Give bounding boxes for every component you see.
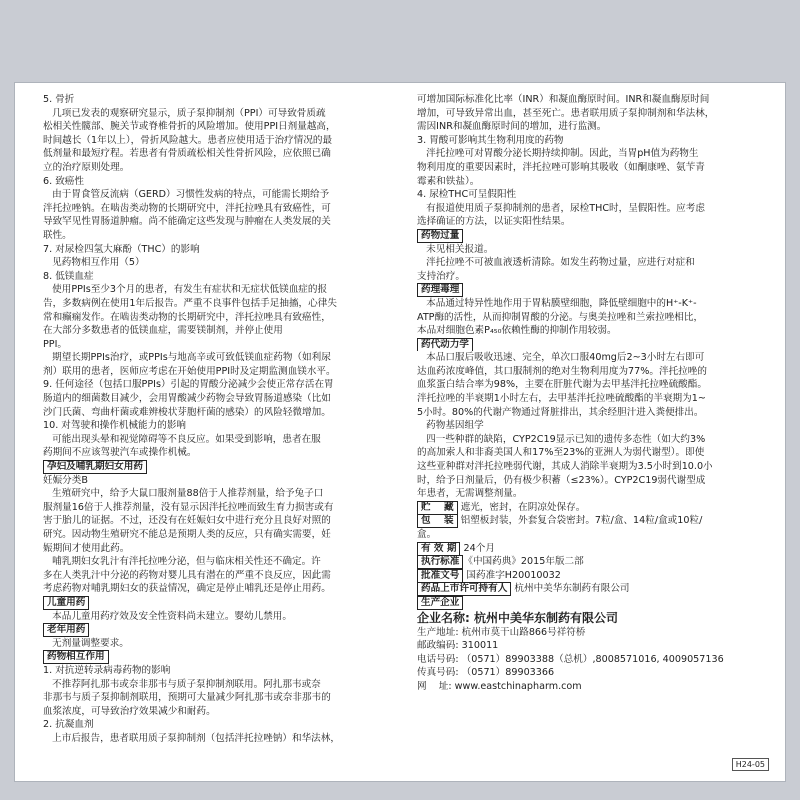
right-line: 5小时。80%的代谢产物通过肾脏排出，其余经胆汁进入粪便排出。	[417, 406, 704, 418]
left-line: 2. 抗凝血剂	[43, 719, 94, 731]
left-line: 研究。因动物生殖研究不能总是预期人类的反应，只有确实需要，妊	[43, 529, 331, 540]
left-line: 9. 任何途径（包括口服PPIs）引起的胃酸分泌减少会使正常存活在胃	[43, 379, 334, 391]
right-line: 泮托拉唑不可被血液透析清除。如发生药物过量，应进行对症和	[417, 257, 695, 269]
right-line: 本品口服后吸收迅速、完全，单次口服40mg后2~3小时左右即可	[417, 352, 705, 364]
left-line: 告，多数病例在使用1年后报告。严重不良事件包括手足抽搐，心律失	[43, 297, 337, 309]
left-line	[43, 596, 405, 610]
leaflet-page	[14, 82, 786, 782]
right-line: 电话号码: （0571）89903388（总机）,8008571016, 4009057136	[417, 653, 724, 665]
section-heading: 孕妇及哺乳期妇女用药	[43, 460, 147, 474]
right-line	[417, 229, 773, 243]
left-line	[43, 460, 405, 474]
right-line: 盒。	[417, 529, 437, 540]
left-line: 多在人类乳汁中分泌的药物对婴儿具有潜在的严重不良反应，因此需	[43, 569, 331, 581]
right-line: 4. 尿检THC可呈假阳性	[417, 189, 517, 201]
left-line: 上市后报告，患者联用质子泵抑制剂（包括泮托拉唑钠）和华法林，	[43, 732, 340, 744]
section-heading: 药理毒理	[417, 283, 463, 297]
right-line: 支持治疗。	[417, 270, 465, 282]
right-line: 需因INR和凝血酶原时间的增加，进行监测。	[417, 121, 607, 133]
left-line: 时间越长（1年以上），骨折风险越大。患者应使用适于治疗情况的最	[43, 134, 333, 146]
left-line: 妊娠分类B	[43, 474, 88, 486]
left-line: 10. 对驾驶和操作机械能力的影响	[43, 420, 187, 432]
right-line: 物利用度的重要因素时，泮托拉唑可影响其吸收（如酮康唑、氨苄青	[417, 161, 705, 173]
left-line: 导致罕见性胃肠道肿瘤。尚不能确定这些发现与肿瘤在人类发展的关	[43, 216, 331, 228]
section-heading: 批准文号	[417, 569, 463, 583]
section-heading: 贮 藏	[417, 501, 458, 515]
left-line: 8. 低镁血症	[43, 270, 94, 282]
left-line: 由于胃食管反流病（GERD）习惯性发病的特点，可能需长期给予	[43, 189, 330, 201]
right-line: 药品上市许可持有人 杭州中美华东制药有限公司	[417, 582, 773, 596]
left-line: 考虑药物对哺乳期妇女的获益情况，确定是停止哺乳还是停止用药。	[43, 583, 331, 595]
left-line: 剂）联用的患者，医师应考虑在开始使用PPI时及定期监测血镁水平。	[43, 365, 336, 377]
right-line: 泮托拉唑可对胃酸分泌长期持续抑制。因此，当胃pH值为药物生	[417, 148, 699, 160]
right-line	[417, 596, 773, 610]
left-line: 泮托拉唑钠。在啮齿类动物的长期研究中，泮托拉唑具有致癌性，可	[43, 202, 331, 214]
left-line	[43, 623, 405, 637]
right-line: 批准文号 国药准字H20010032	[417, 569, 773, 583]
left-line	[43, 650, 405, 664]
right-line: 网 址: www.eastchinapharm.com	[417, 680, 582, 692]
left-line: 本品儿童用药疗效及安全性资料尚未建立。婴幼儿禁用。	[43, 610, 292, 622]
right-line: 传真号码: （0571）89903366	[417, 667, 555, 679]
left-line: 联性。	[43, 229, 72, 241]
print-code: H24-05	[732, 758, 769, 771]
right-line: 药物基因组学	[417, 420, 484, 432]
left-line: 6. 致癌性	[43, 175, 84, 187]
section-heading: 生产企业	[417, 596, 463, 610]
left-line: 见药物相互作用（5）	[43, 257, 145, 269]
section-heading: 药物过量	[417, 229, 463, 243]
left-line: 服剂量16倍于人推荐剂量，没有显示因泮托拉唑而致生育力损害或有	[43, 501, 334, 513]
left-line: 使用PPIs至少3个月的患者，有发生有症状和无症状低镁血症的报	[43, 284, 328, 296]
right-line: 邮政编码: 310011	[417, 640, 499, 652]
left-line: 娠期间才使用此药。	[43, 542, 130, 554]
left-line: 药期间不应该驾驶汽车或操作机械。	[43, 447, 197, 459]
left-line: 血浆浓度，可导致治疗效果减少和耐药。	[43, 705, 216, 717]
right-line: 四一些种群的缺陷，CYP2C19显示已知的遗传多态性（如大约3%	[417, 433, 706, 445]
left-line: 松相关性髋部、腕关节或脊椎骨折的风险增加。使用PPI日剂量越高，	[43, 121, 336, 133]
section-heading: 药代动力学	[417, 338, 473, 352]
left-line: 立的治疗原则处理。	[43, 161, 130, 173]
right-line: 时，给予日剂量后，仍有极少积蓄（≤23%）。CYP2C19弱代谢型成	[417, 474, 706, 486]
left-line: 期望长期PPIs治疗，或PPIs与地高辛或可致低镁血症药物（如利尿	[43, 352, 331, 364]
left-line: 哺乳期妇女乳汁有泮托拉唑分泌，但与临床相关性还不确定。许	[43, 556, 321, 568]
right-line: 年患者，无需调整剂量。	[417, 488, 523, 500]
right-line: 企业名称: 杭州中美华东制药有限公司	[417, 610, 618, 625]
left-line: 不推荐阿扎那韦或奈非那韦与质子泵抑制剂联用。阿扎那韦或奈	[43, 678, 321, 690]
right-line: ATP酶的活性，从而抑制胃酸的分泌。与奥美拉唑和兰索拉唑相比，	[417, 311, 704, 323]
right-line: 达血药浓度峰值，其口服制剂的绝对生物利用度为77%。泮托拉唑的	[417, 365, 707, 377]
left-line: 5. 骨折	[43, 94, 75, 105]
left-line: 沙门氏菌、弯曲杆菌或难辨梭状芽胞杆菌的感染）的风险轻微增加。	[43, 406, 331, 418]
left-line: 生殖研究中，给予大鼠口服剂量88倍于人推荐剂量，给予兔子口	[43, 488, 324, 500]
left-line: 在大部分多数患者的低镁血症，需要镁制剂，并停止使用	[43, 325, 283, 337]
right-line: 的高加索人和非裔美国人和17%至23%的亚洲人为弱代谢型）。即使	[417, 447, 705, 459]
left-column	[43, 93, 405, 746]
left-line: 害于胎儿的证据。不过，还没有在妊娠妇女中进行充分且良好对照的	[43, 515, 331, 527]
right-line: 选择确证的方法，以证实阳性结果。	[417, 216, 571, 228]
right-line	[417, 338, 773, 352]
section-heading: 药品上市许可持有人	[417, 582, 511, 596]
right-line: 本品对细胞色素P₄₅₀依赖性酶的抑制作用较弱。	[417, 325, 617, 337]
left-line: 无剂量调整要求。	[43, 637, 129, 649]
right-line: 包 装 铝塑板封装，外套复合袋密封。7粒/盒、14粒/盒或10粒/	[417, 514, 773, 528]
right-line: 有报道使用质子泵抑制剂的患者，尿检THC时，呈假阳性。应考虑	[417, 202, 705, 214]
left-line: 几项已发表的观察研究显示，质子泵抑制剂（PPI）可导致骨质疏	[43, 107, 326, 119]
right-line: 贮 藏 遮光，密封，在阴凉处保存。	[417, 501, 773, 515]
section-heading: 儿童用药	[43, 596, 89, 610]
right-line: 可增加国际标准化比率（INR）和凝血酶原时间。INR和凝血酶原时间	[417, 94, 710, 105]
section-heading: 有 效 期	[417, 542, 460, 556]
right-line: 血浆蛋白结合率为98%，主要在肝脏代谢为去甲基泮托拉唑硫酸酯。	[417, 379, 707, 391]
left-line: 肠道内的细菌数目减少，会用胃酸减少药物会导致胃肠道感染（比如	[43, 393, 331, 405]
section-heading: 老年用药	[43, 623, 89, 637]
right-line: 泮托拉唑的半衰期1小时左右，去甲基泮托拉唑硫酸酯的半衰期为1~	[417, 393, 706, 405]
right-line	[417, 283, 773, 297]
left-line: 非那韦与质子泵抑制剂联用，预期可大量减少阿扎那韦或奈非那韦的	[43, 692, 331, 704]
right-line: 执行标准 《中国药典》2015年版二部	[417, 555, 773, 569]
right-line: 生产地址: 杭州市莫干山路866号祥符桥	[417, 626, 586, 638]
right-line: 本品通过特异性地作用于胃粘膜壁细胞，降低壁细胞中的H⁺-K⁺-	[417, 297, 697, 309]
left-line: 可能出现头晕和视觉障碍等不良反应。如果受到影响，患者在服	[43, 433, 321, 445]
right-line: 这些亚种群对泮托拉唑弱代谢，其成人消除半衰期为3.5小时到10.0小	[417, 461, 713, 473]
right-line: 未见相关报道。	[417, 243, 494, 255]
right-line: 有 效 期 24个月	[417, 542, 773, 556]
section-heading: 药物相互作用	[43, 650, 109, 664]
left-line: PPI。	[43, 338, 67, 350]
right-column	[417, 93, 773, 694]
left-line: 7. 对尿检四氢大麻酚（THC）的影响	[43, 243, 200, 255]
section-heading: 包 装	[417, 514, 458, 528]
left-line: 低剂量和最短疗程。若患者有骨质疏松相关性骨折风险，应依照已确	[43, 148, 331, 160]
right-line: 3. 胃酸可影响其生物利用度的药物	[417, 134, 564, 146]
left-line: 常和癫痫发作。在啮齿类动物的长期研究中，泮托拉唑具有致癌性，	[43, 311, 331, 323]
right-line: 霉素和铁盐）。	[417, 175, 480, 187]
right-line: 增加，可导致异常出血，甚至死亡。患者联用质子泵抑制剂和华法林，	[417, 107, 715, 119]
section-heading: 执行标准	[417, 555, 463, 569]
left-line: 1. 对抗逆转录病毒药物的影响	[43, 664, 171, 676]
